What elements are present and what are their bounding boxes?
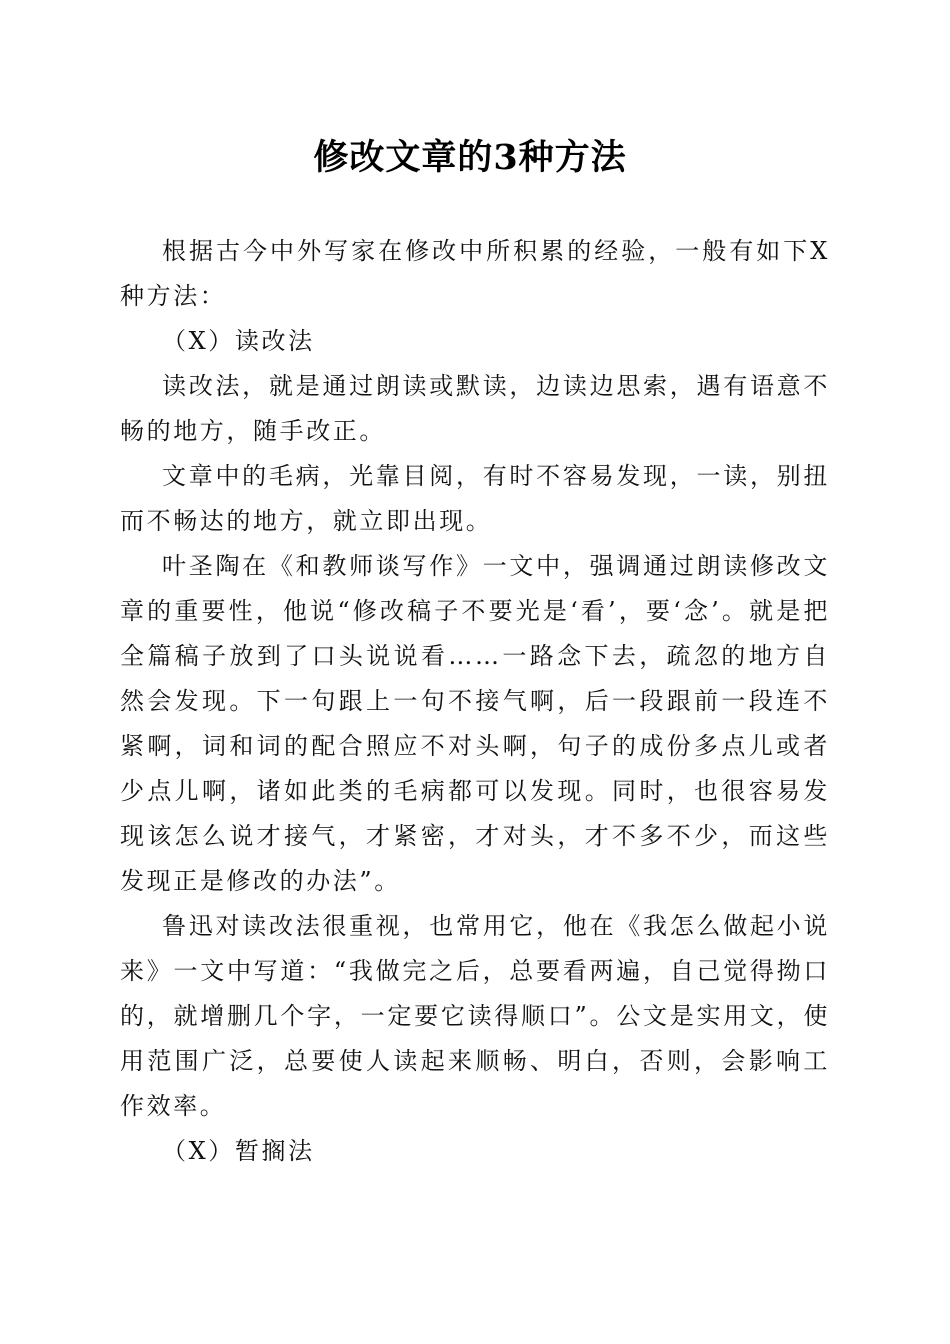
document-title: 修改文章的3种方法 xyxy=(313,137,627,178)
paragraph: 读改法，就是通过朗读或默读，边读边思索，遇有语意不畅的地方，随手改正。 xyxy=(120,372,830,445)
intro-paragraph: 根据古今中外写家在修改中所积累的经验，一般有如下X种方法： xyxy=(120,237,830,310)
document-body xyxy=(120,229,830,1174)
section-heading-read-revise: （X）读改法 xyxy=(162,327,315,355)
section-heading-shelve: （X）暂搁法 xyxy=(162,1137,315,1165)
paragraph: 文章中的毛病，光靠目阅，有时不容易发现，一读，别扭而不畅达的地方，就立即出现。 xyxy=(120,462,830,535)
paragraph: 叶圣陶在《和教师谈写作》一文中，强调通过朗读修改文章的重要性，他说“修改稿子不要光是‘看’，要‘念’。就是把全篇稿子放到了口头说说看……一路念下去，疏忽的地方自然会发现。下一句跟上一句不接气啊，后一段跟前一段连不紧啊，词和词的配合照应不对头啊，句子的成份多点儿或者少点儿啊，诸如此类的毛病都可以发现。同时，也很容易发现该怎么说才接气，才紧密，才对头，才不多不少，而这些发现正是修改的办法”。 xyxy=(120,552,830,895)
paragraph: 鲁迅对读改法很重视，也常用它，他在《我怎么做起小说来》一文中写道：“我做完之后，总要看两遍，自己觉得拗口的，就增删几个字，一定要它读得顺口”。公文是实用文，使用范围广泛，总要使人读起来顺畅、明白，否则，会影响工作效率。 xyxy=(120,912,830,1120)
